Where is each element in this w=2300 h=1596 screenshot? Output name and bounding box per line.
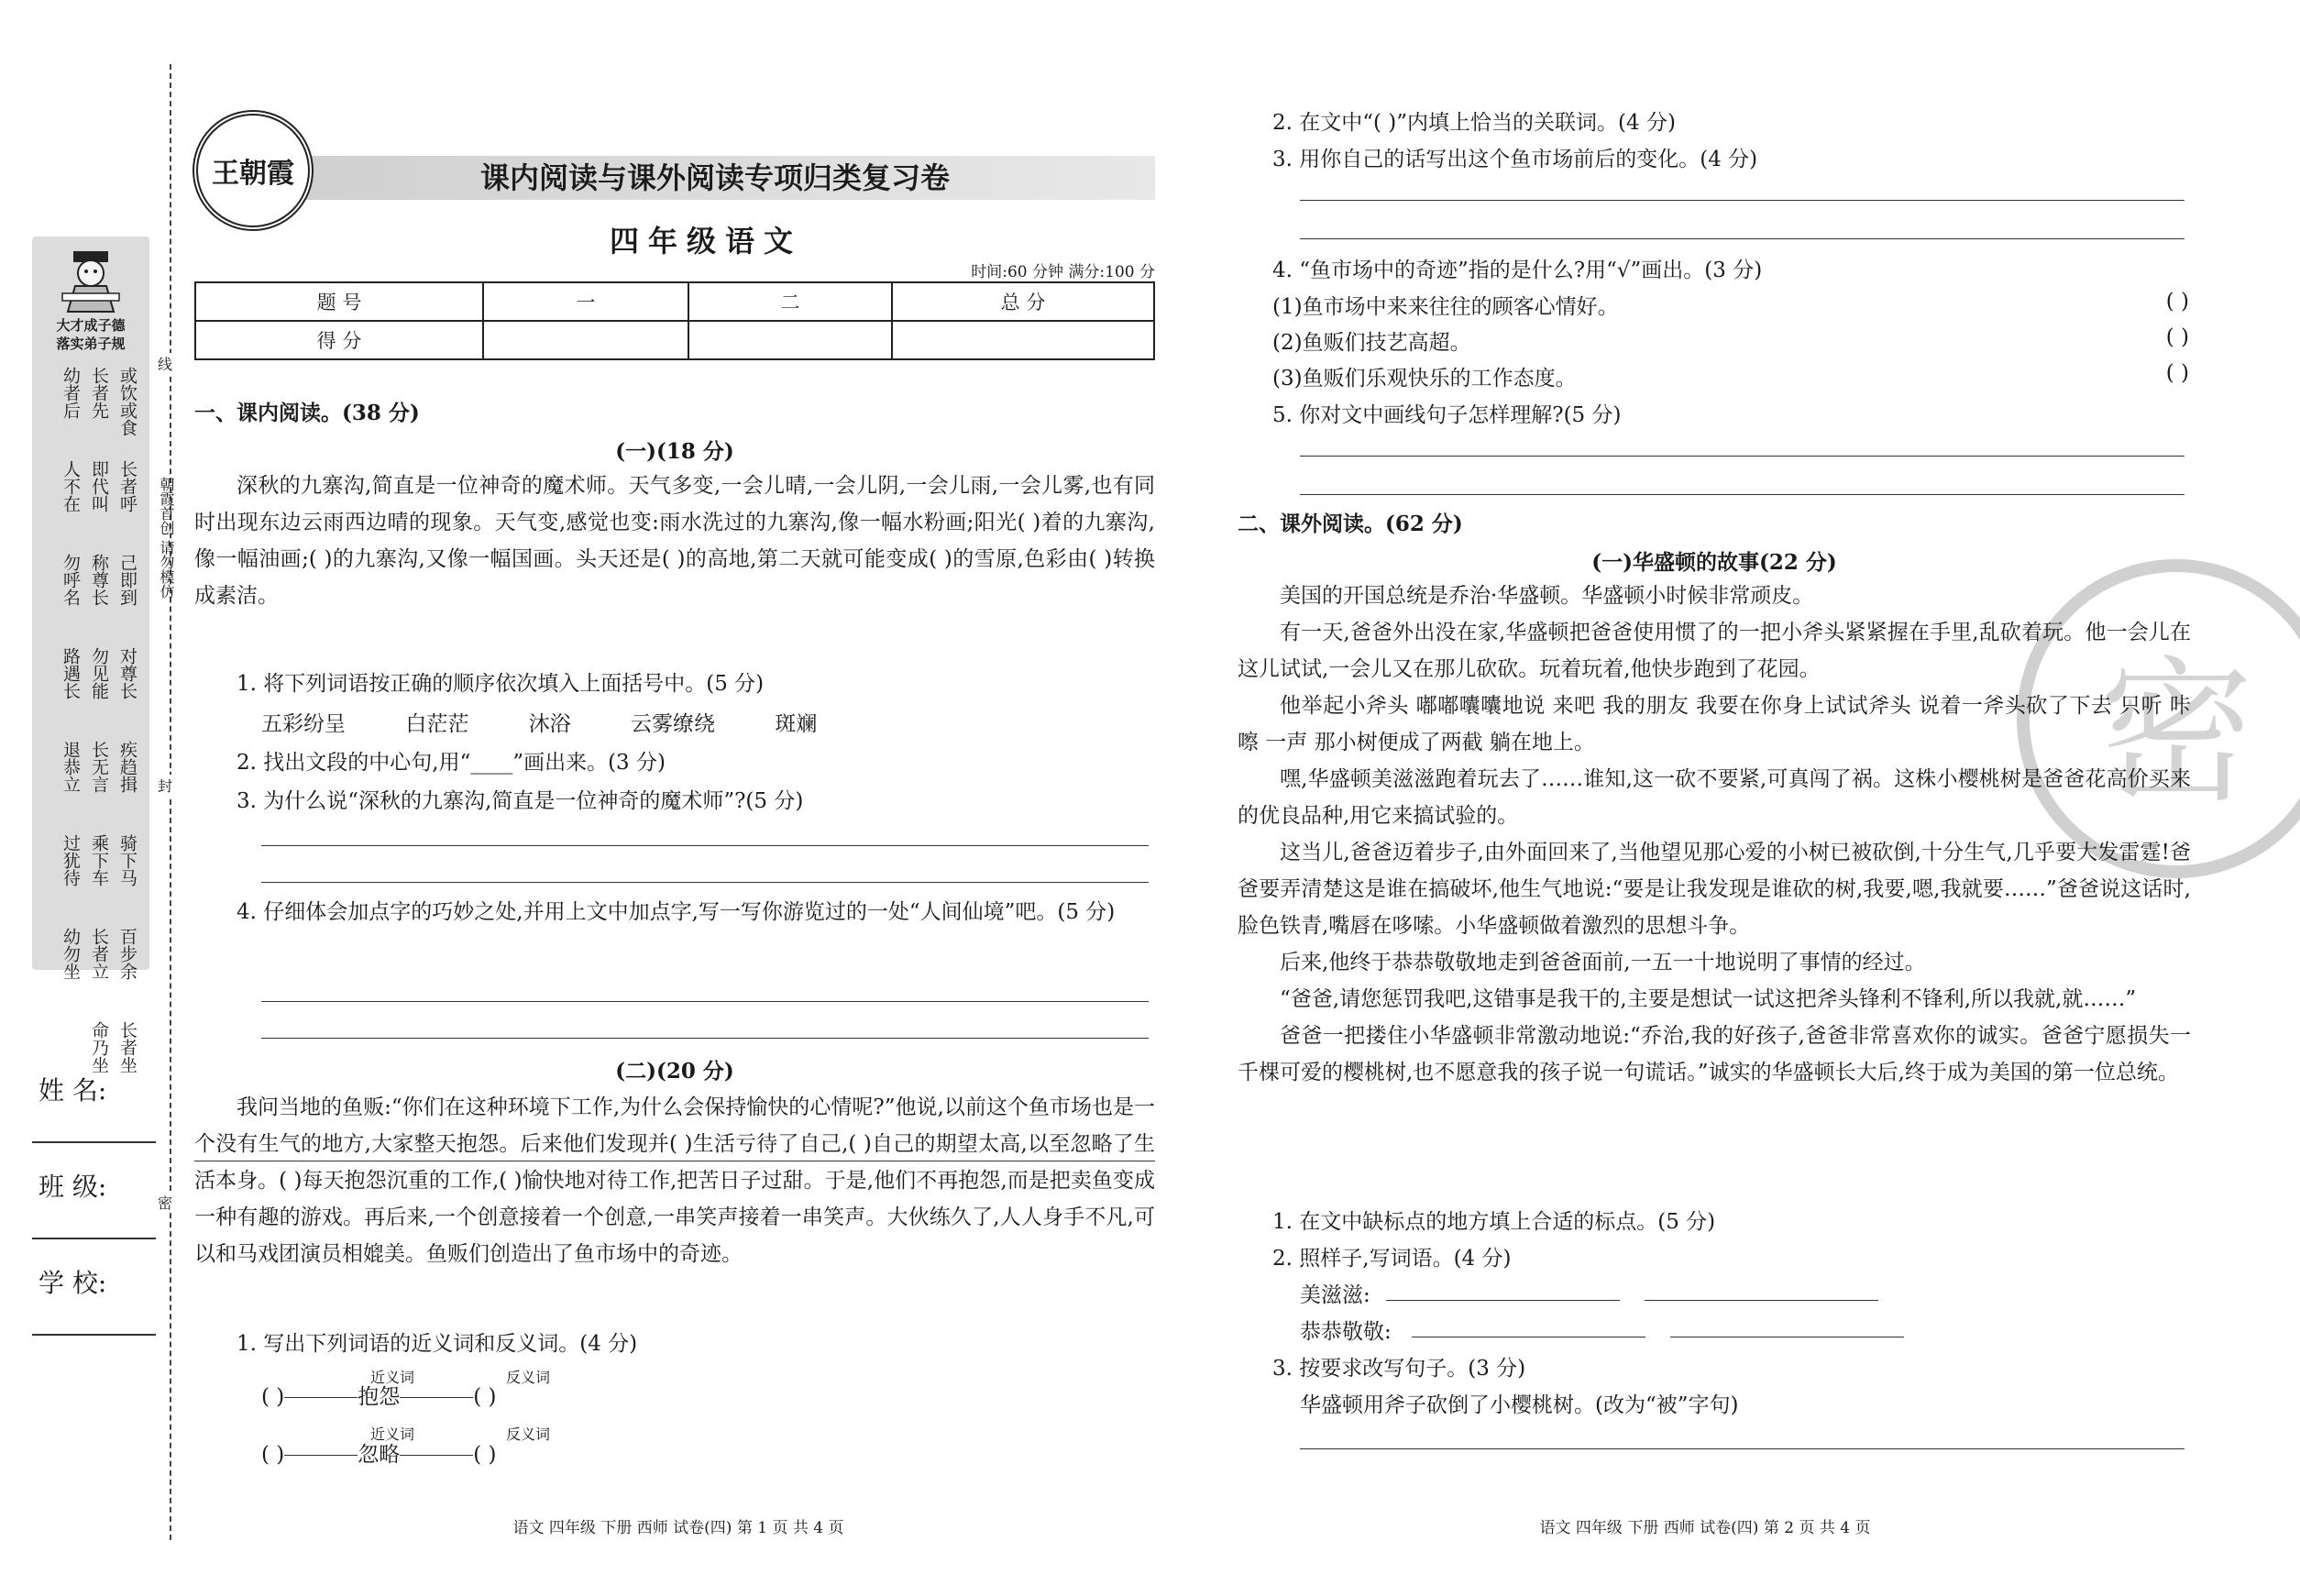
option-row [1272, 361, 2189, 391]
antonym-label: 反义词 [506, 1369, 551, 1386]
story-paragraph: “爸爸,请您惩罚我吧,这错事是我干的,主要是想试一试这把斧头锋利不锋利,所以我就,就……” [1280, 987, 2137, 1011]
synonym-paren[interactable]: ( ) [261, 1385, 285, 1409]
name-field[interactable] [32, 1141, 156, 1143]
score-table [194, 281, 1155, 360]
question-1-1: 1. 将下列词语按正确的顺序依次填入上面括号中。(5 分) [237, 672, 765, 696]
answer-line[interactable] [261, 1038, 1149, 1039]
rule-col: 路遇长 [61, 647, 81, 699]
option-row [1272, 325, 2189, 356]
passage-2-text: 我问当地的鱼贩:“你们在这种环境下工作,为什么会保持愉快的心情呢?”他说,以前这个鱼市场也是一个没有生气的地方,大家整天抱怨。后来他们发现并( )生活亏待了自己,( )自己的期望太高,以至忽略了生活本身。( )每天抱怨沉重的工作,( )愉快地对待工作,把苦日子过甜。于是,他们不再抱怨,而是把卖鱼变成一种有趣的游戏。再后来,一个创意接着一个创意,一串笑声接着一串笑声。大伙练久了,人人身手不凡,可以和马戏团演员相媲美。鱼贩们创造出了鱼市场中的奇迹。 [194, 1095, 1155, 1266]
school-label: 学 校: [39, 1268, 107, 1298]
name-label: 姓 名: [39, 1075, 107, 1106]
rule-col: 长无言 [89, 741, 109, 793]
answer-line[interactable] [1300, 1448, 2184, 1449]
antonym-paren[interactable]: ( ) [473, 1385, 497, 1409]
answer-line[interactable] [261, 882, 1149, 883]
rule-col: 称尊长 [89, 554, 109, 606]
rule-col: 命乃坐 [89, 1021, 109, 1073]
check-box[interactable]: ( ) [2165, 325, 2189, 349]
rule-col: 人不在 [61, 460, 81, 512]
story-paragraph: 有一天,爸爸外出没在家,华盛顿把爸爸使用惯了的一把小斧头紧紧握在手里,乱砍着玩。他一会儿在这儿试试,一会儿又在那儿砍砍。玩着玩着,他快步跑到了花园。 [1238, 621, 2191, 681]
question-2-1: 1. 写出下列词语的近义词和反义词。(4 分) [237, 1332, 638, 1356]
antonym-paren[interactable]: ( ) [473, 1443, 497, 1467]
story-paragraph: 后来,他终于恭恭敬敬地走到爸爸面前,一五一十地说明了事情的经过。 [1280, 951, 1926, 974]
answer-line[interactable] [261, 845, 1149, 846]
side-note: 朝霞首创 请勿模仿 [158, 477, 175, 600]
synonym-label: 近义词 [370, 1369, 415, 1386]
synonym-label: 近义词 [370, 1425, 415, 1443]
question-2-4: 4. “鱼市场中的奇迹”指的是什么?用“√”画出。(3 分) [1272, 259, 1763, 282]
story-question-3: 3. 按要求改写句子。(3 分) [1272, 1357, 1526, 1381]
story-title: (一)华盛顿的故事(22 分) [1591, 550, 1837, 575]
rule-col: 己即到 [117, 554, 138, 606]
word-answer-line[interactable] [1645, 1300, 1878, 1301]
story-paragraph: 爸爸一把搂住小华盛顿非常激动地说:“乔治,我的好孩子,爸爸非常喜欢你的诚实。爸爸宁愿损失一千棵可爱的樱桃树,也不愿意我的孩子说一句谎话。”诚实的华盛顿长大后,终于成为美国的第一位总统。 [1238, 1024, 2191, 1084]
rule-col: 长者立 [89, 928, 109, 980]
passage-1-title: (一)(18 分) [615, 439, 734, 464]
rule-col: 百步余 [117, 928, 138, 980]
answer-line[interactable] [261, 1001, 1149, 1002]
section-1-heading: 一、课内阅读。(38 分) [194, 401, 420, 425]
motto-line-2: 落实弟子规 [56, 336, 126, 352]
time-info: 时间:60 分钟 满分:100 分 [971, 263, 1155, 281]
story-question-2: 2. 照样子,写词语。(4 分) [1272, 1247, 1512, 1271]
class-field[interactable] [32, 1238, 156, 1239]
seal-mark-3: 密 [158, 1192, 172, 1213]
word-bank-item: 沐浴 [528, 712, 571, 736]
score-header-cell: 二 [688, 282, 892, 321]
story-paragraph: 嘿,华盛顿美滋滋跑着玩去了……谁知,这一砍不要紧,可真闯了祸。这株小樱桃树是爸爸花高价买来的优良品种,用它来搞试验的。 [1238, 767, 2191, 828]
antonym-label: 反义词 [506, 1425, 551, 1443]
rule-col: 长者先 [89, 367, 109, 419]
school-field[interactable] [32, 1334, 156, 1336]
arrow-right-icon [400, 1397, 473, 1399]
question-1-4: 4. 仔细体会加点字的巧妙之处,并用上文中加点字,写一写你游览过的一处“人间仙境”吧。(5 分) [237, 900, 1116, 924]
answer-line[interactable] [1300, 200, 2184, 201]
option-row [1272, 290, 2189, 320]
question-2-5: 5. 你对文中画线句子怎样理解?(5 分) [1272, 403, 1622, 427]
score-label-cell: 得 分 [195, 321, 483, 359]
example-word-1: 美滋滋: [1300, 1283, 1370, 1307]
stamp-text: 密 [2097, 642, 2254, 824]
score-cell[interactable] [688, 321, 892, 359]
arrow-left-icon [284, 1455, 358, 1457]
passage-1-text: 深秋的九寨沟,简直是一位神奇的魔术师。天气多变,一会儿晴,一会儿阴,一会儿雨,一会儿雾,也有同时出现东边云雨西边晴的现象。天气变,感觉也变:雨水洗过的九寨沟,像一幅水粉画;阳光( )着的九寨沟,像一幅油画;( )的九寨沟,又像一幅国画。头天还是( )的高地,第二天就可能变成( )的雪原,色彩由( )转换成素洁。 [194, 474, 1155, 608]
story-body [1238, 578, 2191, 1091]
question-2-2: 2. 在文中“( )”内填上恰当的关联词。(4 分) [1272, 111, 1676, 135]
option-text: (2)鱼贩们技艺高超。 [1272, 331, 1471, 355]
target-word: 抱怨 [358, 1385, 401, 1409]
story-paragraph: 他举起小斧头 嘟嘟囔囔地说 来吧 我的朋友 我要在你身上试试斧头 说着一斧头砍了下去 只听 咔嚓 一声 那小树便成了两截 躺在地上。 [1238, 694, 2191, 754]
logo-text: 王朝霞 [212, 158, 294, 190]
score-header-cell: 一 [483, 282, 688, 321]
story-paragraph: 美国的开国总统是乔治·华盛顿。华盛顿小时候非常顽皮。 [1280, 584, 1814, 608]
sidebar-rules [48, 367, 139, 1073]
arrow-left-icon [284, 1397, 358, 1399]
check-box[interactable]: ( ) [2165, 290, 2189, 314]
rule-col: 骑下马 [117, 834, 138, 886]
rule-col: 对尊长 [117, 647, 138, 699]
rule-col: 幼勿坐 [61, 928, 81, 980]
answer-line[interactable] [1300, 494, 2184, 495]
page-title: 课内阅读与课外阅读专项归类复习卷 [479, 160, 950, 195]
rule-col: 退恭立 [61, 741, 81, 793]
option-text: (3)鱼贩们乐观快乐的工作态度。 [1272, 367, 1577, 391]
word-bank-item: 云雾缭绕 [630, 712, 715, 736]
word-answer-line[interactable] [1386, 1300, 1620, 1301]
word-bank-item: 斑斓 [775, 712, 818, 736]
question-1-3: 3. 为什么说“深秋的九寨沟,简直是一位神奇的魔术师”?(5 分) [237, 789, 804, 813]
word-bank-item: 五彩纷呈 [261, 712, 346, 736]
cartoon-scholar-icon [57, 246, 126, 314]
example-word-2: 恭恭敬敬: [1300, 1320, 1392, 1344]
rewrite-sentence: 华盛顿用斧子砍倒了小樱桃树。(改为“被”字句) [1300, 1393, 1739, 1417]
score-header-cell: 总 分 [892, 282, 1154, 321]
question-1-2: 2. 找出文段的中心句,用“____”画出来。(3 分) [237, 751, 666, 775]
page-footer-2: 语文 四年级 下册 西师 试卷(四) 第 2 页 共 4 页 [1539, 1519, 1871, 1537]
rule-col: 长者坐 [117, 1021, 138, 1073]
sidebar-motto [35, 316, 147, 353]
rule-col: 乘下车 [89, 834, 109, 886]
arrow-right-icon [400, 1455, 473, 1457]
page-subtitle: 四年级语文 [609, 224, 802, 259]
passage-2-title: (二)(20 分) [615, 1059, 734, 1084]
option-text: (1)鱼市场中来来往往的顾客心情好。 [1272, 295, 1619, 319]
page-footer-1: 语文 四年级 下册 西师 试卷(四) 第 1 页 共 4 页 [512, 1519, 844, 1537]
seal-mark-1: 线 [158, 353, 172, 374]
score-cell[interactable] [892, 321, 1154, 359]
rule-col: 过犹待 [61, 834, 81, 886]
score-header-cell: 题 号 [195, 282, 483, 321]
rule-col: 幼者后 [61, 367, 81, 419]
rule-col: 即代叫 [89, 460, 109, 512]
section-2-heading: 二、课外阅读。(62 分) [1238, 512, 1463, 536]
answer-line[interactable] [1300, 456, 2184, 457]
class-label: 班 级: [39, 1172, 107, 1202]
score-cell[interactable] [483, 321, 688, 359]
rule-col: 勿呼名 [61, 554, 81, 606]
synonym-paren[interactable]: ( ) [261, 1443, 285, 1467]
seal-mark-2: 封 [158, 775, 172, 796]
question-2-3: 3. 用你自己的话写出这个鱼市场前后的变化。(4 分) [1272, 148, 1758, 171]
story-question-1: 1. 在文中缺标点的地方填上合适的标点。(5 分) [1272, 1210, 1716, 1234]
story-paragraph: 这当儿,爸爸迈着步子,由外面回来了,当他望见那心爱的小树已被砍倒,十分生气,几乎要大发雷霆!爸爸要弄清楚这是谁在搞破坏,他生气地说:“要是让我发现是谁砍的树,我要,嗯,我就要……”爸爸说这话时,脸色铁青,嘴唇在哆嗦。小华盛顿做着激烈的思想斗争。 [1238, 841, 2191, 938]
rule-col: 疾趋揖 [117, 741, 138, 793]
rule-col: 或饮或食 [117, 367, 138, 436]
brand-logo [193, 110, 314, 231]
word-bank-item: 白茫茫 [405, 712, 469, 736]
target-word: 忽略 [358, 1443, 401, 1467]
rule-col: 长者呼 [117, 460, 138, 512]
answer-line[interactable] [1300, 238, 2184, 239]
cut-line [170, 64, 171, 1540]
word-bank [261, 707, 817, 737]
rule-col: 勿见能 [89, 647, 109, 699]
check-box[interactable]: ( ) [2165, 361, 2189, 385]
motto-line-1: 大才成子德 [56, 317, 126, 334]
